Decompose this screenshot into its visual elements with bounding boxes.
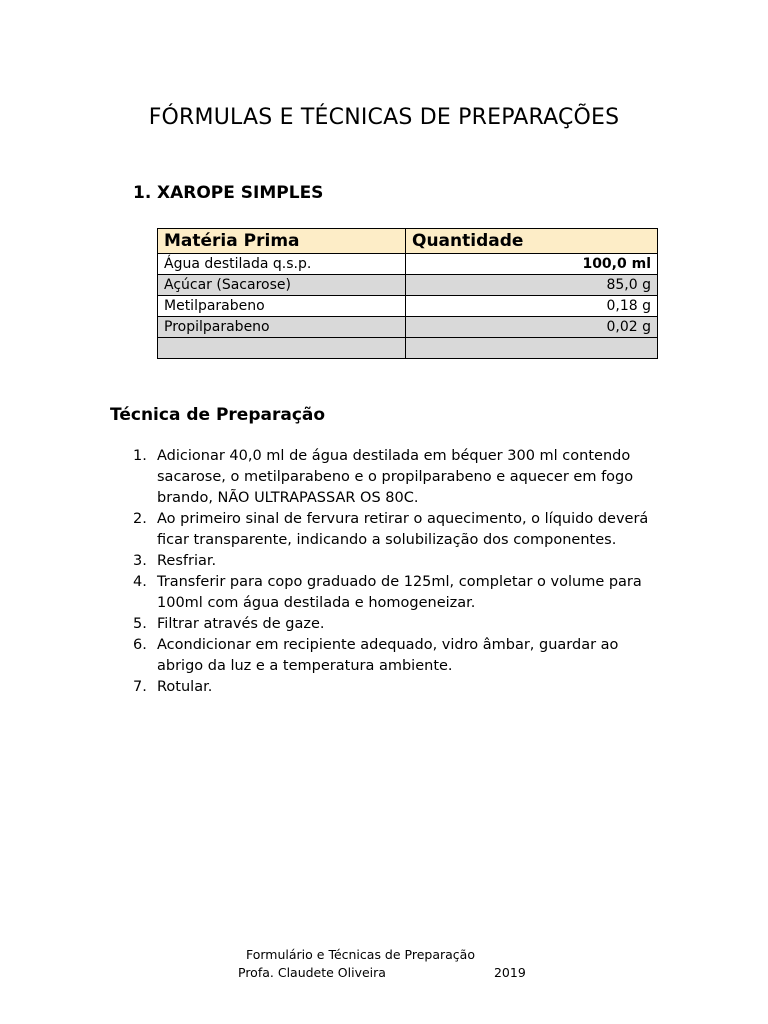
footer-credit-line [238,964,526,982]
list-item [133,572,653,614]
step-number: 3. [133,553,147,569]
step-text: Rotular. [157,679,213,695]
column-header-quantidade: Quantidade [406,229,658,254]
footer-year: 2019 [493,965,526,980]
quantity-cell: 85,0 g [406,275,658,296]
step-number: 7. [133,679,147,695]
page-footer [238,946,526,982]
table-row [158,296,658,317]
quantity-cell: 0,18 g [406,296,658,317]
ingredient-cell: Metilparabeno [158,296,406,317]
column-header-materia-prima: Matéria Prima [158,229,406,254]
list-item [133,509,653,551]
step-text: Ao primeiro sinal de fervura retirar o aquecimento, o líquido deverá ficar transparente, indicando a solubilização dos componentes. [157,511,649,548]
step-number: 5. [133,616,147,632]
page-title: FÓRMULAS E TÉCNICAS DE PREPARAÇÕES [148,105,620,130]
steps-list [133,446,653,698]
quantity-cell: 0,02 g [406,317,658,338]
quantity-cell: 100,0 ml [406,254,658,275]
ingredient-cell: Propilparabeno [158,317,406,338]
step-number: 1. [133,448,147,464]
step-text: Acondicionar em recipiente adequado, vidro âmbar, guardar ao abrigo da luz e a temperatura ambiente. [157,637,619,674]
technique-heading: Técnica de Preparação [110,405,326,425]
step-number: 6. [133,637,147,653]
table-header-row [158,229,658,254]
footer-title: Formulário e Técnicas de Preparação [246,947,475,962]
list-item [133,677,653,698]
table-row [158,338,658,359]
list-item [133,614,653,635]
ingredient-cell: Açúcar (Sacarose) [158,275,406,296]
table-row [158,254,658,275]
step-number: 4. [133,574,147,590]
section-heading [133,183,323,203]
ingredient-cell [158,338,406,359]
list-item [133,551,653,572]
step-number: 2. [133,511,147,527]
step-text: Adicionar 40,0 ml de água destilada em béquer 300 ml contendo sacarose, o metilparabeno e o propilparabeno e aquecer em fogo brando, NÃO ULTRAPASSAR OS 80C. [157,448,634,506]
table-row [158,317,658,338]
list-item [133,635,653,677]
step-text: Resfriar. [157,553,217,569]
step-text: Transferir para copo graduado de 125ml, completar o volume para 100ml com água destilada e homogeneizar. [157,574,642,611]
quantity-cell [406,338,658,359]
section-number: 1. [133,183,152,203]
table-row [158,275,658,296]
list-item [133,446,653,509]
footer-author: Profa. Claudete Oliveira [238,965,386,980]
step-text: Filtrar através de gaze. [157,616,325,632]
section-title: XAROPE SIMPLES [157,183,324,203]
ingredients-table [157,228,658,359]
ingredient-cell: Água destilada q.s.p. [158,254,406,275]
